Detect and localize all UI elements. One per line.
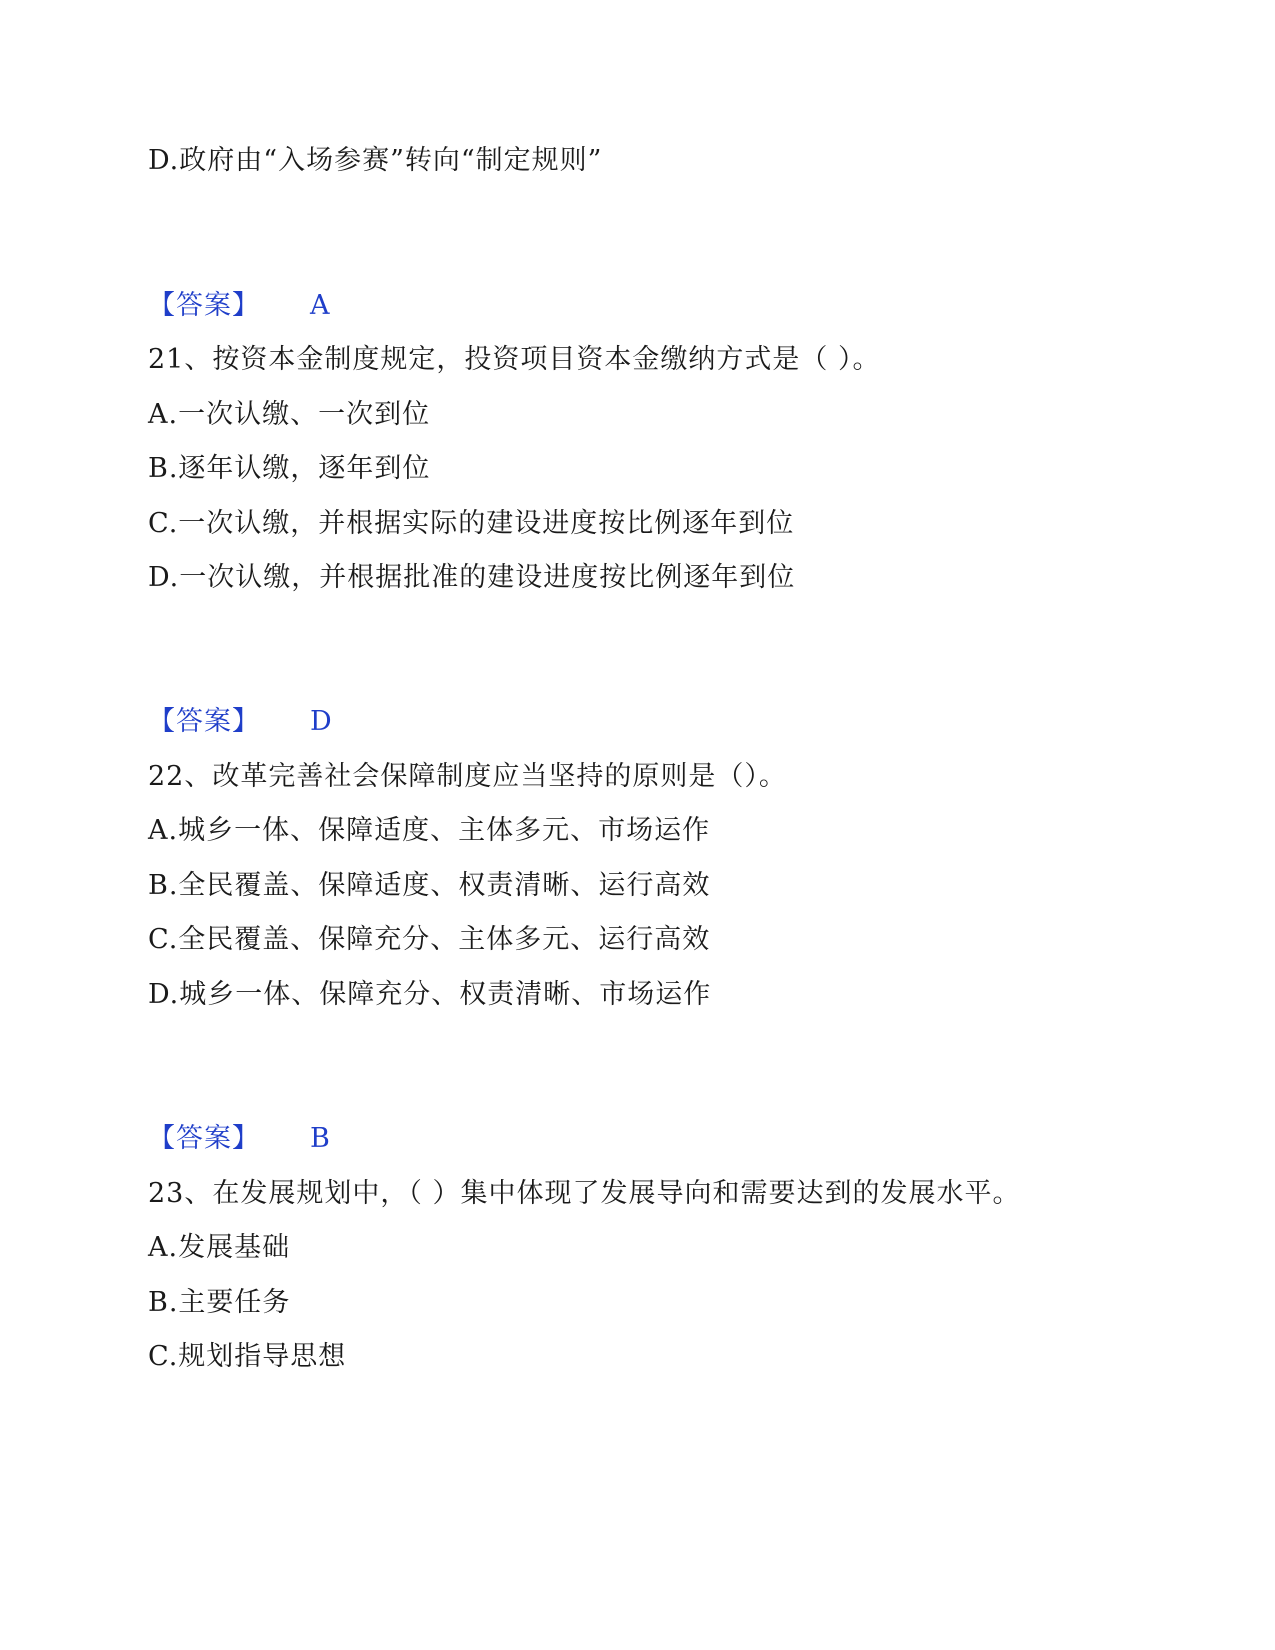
question-23-option-a: A.发展基础 (148, 1232, 291, 1263)
prev-option-d: D.政府由“入场参赛”转向“制定规则” (148, 145, 603, 176)
answer-label: 【答案】 (148, 706, 260, 737)
question-22-option-c: C.全民覆盖、保障充分、主体多元、运行高效 (148, 924, 711, 955)
answer-value: B (310, 1123, 331, 1154)
question-21-option-b: B.逐年认缴，逐年到位 (148, 453, 431, 484)
answer-label: 【答案】 (148, 290, 260, 321)
answer-value: A (310, 290, 331, 321)
question-22-option-d: D.城乡一体、保障充分、权责清晰、市场运作 (148, 979, 712, 1010)
answer-label: 【答案】 (148, 1123, 260, 1154)
answer-q22 (148, 1121, 331, 1157)
question-21-stem: 21、按资本金制度规定，投资项目资本金缴纳方式是（ ）。 (148, 344, 881, 375)
question-22-option-a: A.城乡一体、保障适度、主体多元、市场运作 (148, 815, 711, 846)
question-22-stem: 22、改革完善社会保障制度应当坚持的原则是（）。 (148, 761, 787, 792)
question-23-stem: 23、在发展规划中，（ ）集中体现了发展导向和需要达到的发展水平。 (148, 1178, 1021, 1209)
question-22-option-b: B.全民覆盖、保障适度、权责清晰、运行高效 (148, 870, 711, 901)
answer-q20 (148, 288, 331, 324)
question-21-option-d: D.一次认缴，并根据批准的建设进度按比例逐年到位 (148, 562, 796, 593)
question-23-option-b: B.主要任务 (148, 1287, 291, 1318)
question-21-option-a: A.一次认缴、一次到位 (148, 399, 431, 430)
question-21-option-c: C.一次认缴，并根据实际的建设进度按比例逐年到位 (148, 508, 795, 539)
answer-value: D (310, 706, 333, 737)
answer-q21 (148, 704, 333, 740)
question-23-option-c: C.规划指导思想 (148, 1341, 347, 1372)
